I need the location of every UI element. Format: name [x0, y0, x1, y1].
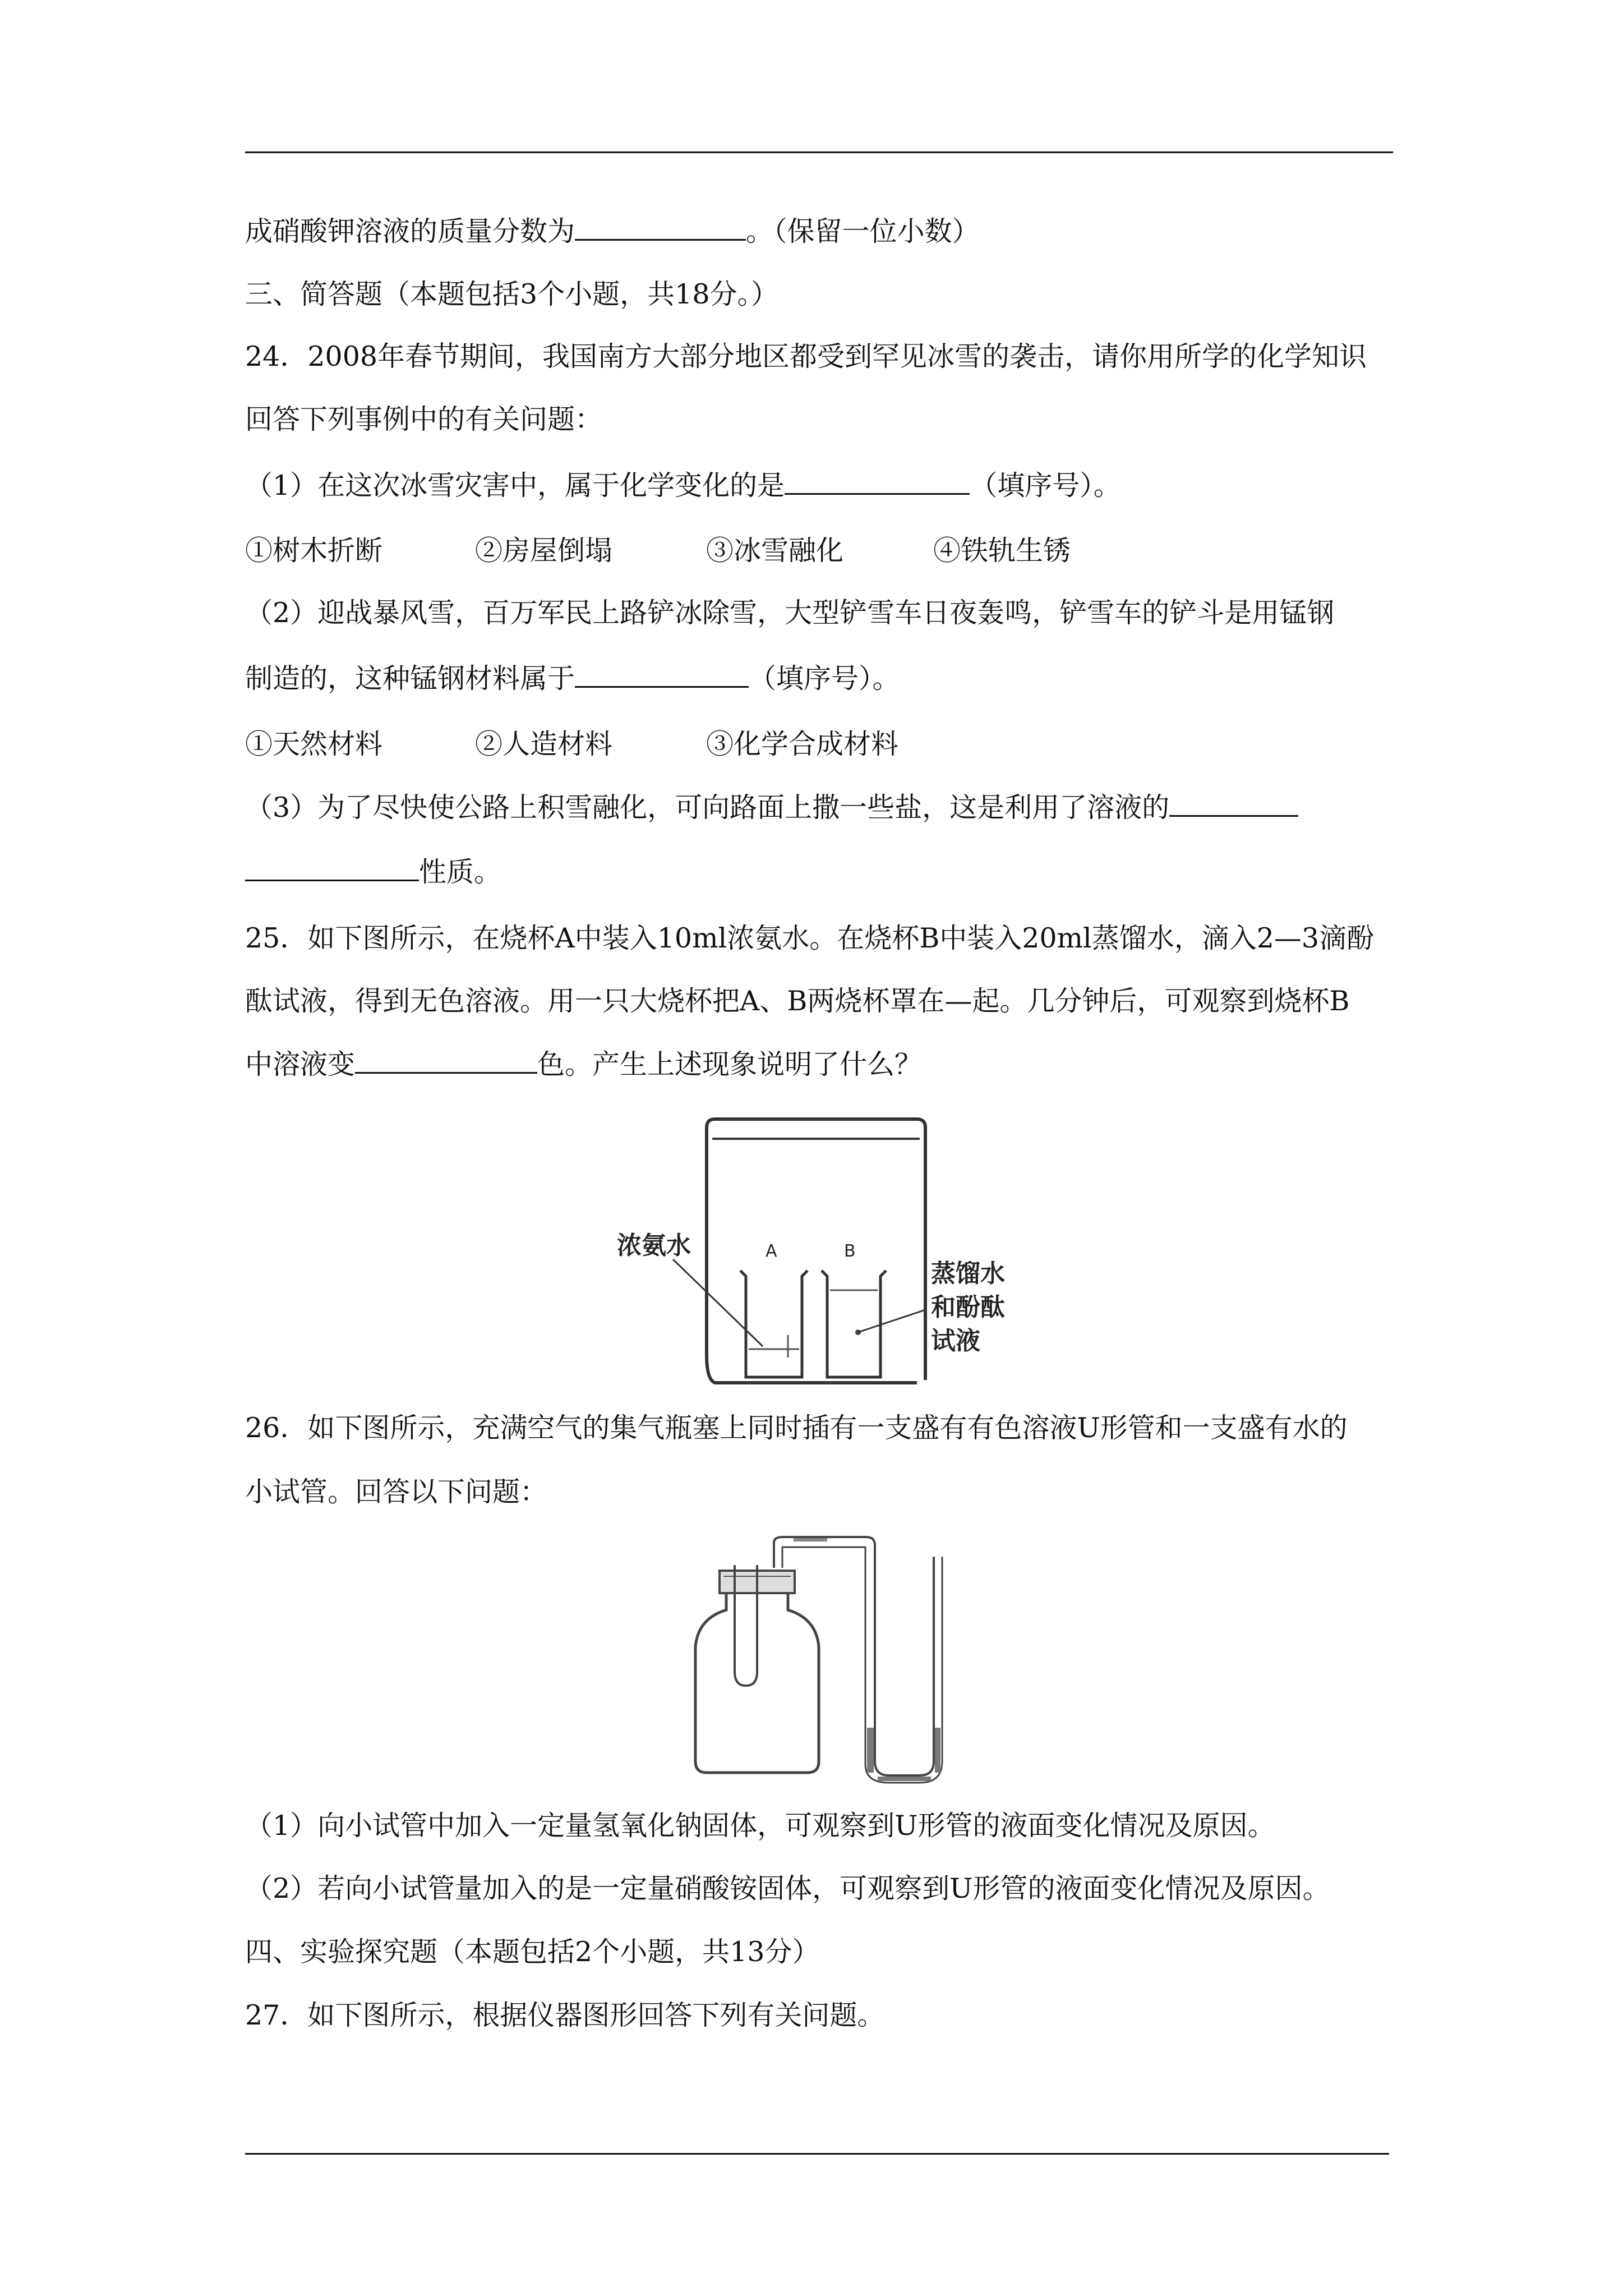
text: （1）在这次冰雪灾害中，属于化学变化的是	[245, 470, 785, 501]
section-3-heading: 三、简答题（本题包括3个小题，共18分。）	[245, 278, 779, 310]
q24-part2-2	[245, 662, 900, 696]
q24-part2-1: （2）迎战暴风雪，百万军民上路铲冰除雪，大型铲雪车日夜轰鸣，铲雪车的铲斗是用锰钢	[245, 597, 1335, 629]
q24-stem-1: 24．2008年春节期间，我国南方大部分地区都受到罕见冰雪的袭击，请你用所学的化学知识	[245, 341, 1367, 372]
q25-stem-1: 25．如下图所示，在烧杯A中装入10ml浓氨水。在烧杯B中装入20ml蒸馏水，滴入2—3滴酚	[245, 922, 1375, 954]
large-beaker	[707, 1119, 925, 1383]
u-tube-outer	[774, 1537, 934, 1775]
text: （3）为了尽快使公路上积雪融化，可向路面上撒一些盐，这是利用了溶液的	[245, 792, 1170, 823]
header-rule	[245, 151, 1393, 153]
u-tube-liquid-bottom	[878, 1777, 931, 1781]
q26-part2: （2）若向小试管量加入的是一定量硝酸铵固体，可观察到U形管的液面变化情况及原因。	[245, 1872, 1330, 1904]
answer-blank[interactable]	[575, 664, 749, 688]
option-3: ③化学合成材料	[706, 728, 899, 760]
q25-stem-3	[245, 1048, 922, 1082]
beaker-b	[822, 1271, 886, 1377]
answer-blank[interactable]	[575, 217, 746, 241]
u-tube-inner	[782, 1547, 942, 1783]
figure-beakers-svg	[611, 1114, 1009, 1394]
text: 色。产生上述现象说明了什么？	[537, 1048, 923, 1080]
beaker-a	[740, 1271, 808, 1377]
q24-part3-1	[245, 791, 1298, 825]
option-4: ④铁轨生锈	[933, 535, 1071, 567]
q25-stem-2: 酞试液，得到无色溶液。用一只大烧杯把A、B两烧杯罩在—起。几分钟后，可观察到烧杯B	[245, 985, 1350, 1017]
q26-stem-1: 26．如下图所示，充满空气的集气瓶塞上同时插有一支盛有有色溶液U形管和一支盛有水的	[245, 1412, 1348, 1444]
pointer-right	[858, 1310, 925, 1332]
text: 成硝酸钾溶液的质量分数为	[245, 215, 575, 247]
label-a: A	[766, 1241, 777, 1261]
q23-continuation	[245, 215, 980, 249]
text: 性质。	[419, 856, 502, 888]
q26-stem-2: 小试管。回答以下问题：	[245, 1476, 548, 1508]
text: （填序号）。	[970, 470, 1121, 501]
text: （填序号）。	[749, 662, 900, 694]
option-1: ①树木折断	[245, 535, 383, 567]
footer-rule	[245, 2153, 1389, 2155]
option-2: ②人造材料	[475, 728, 613, 760]
text: 。（保留一位小数）	[746, 215, 980, 247]
q24-part1-options	[245, 534, 1071, 568]
text: 制造的，这种锰钢材料属于	[245, 662, 575, 694]
answer-blank[interactable]	[785, 471, 970, 495]
option-1: ①天然材料	[245, 728, 383, 760]
label-right-1: 蒸馏水	[931, 1259, 1005, 1288]
figure-u-tube-svg	[681, 1526, 951, 1784]
text: 中溶液变	[245, 1048, 356, 1080]
q24-part1	[245, 469, 1121, 503]
figure-beakers	[611, 1114, 1009, 1394]
label-b: B	[844, 1241, 856, 1261]
q24-stem-2: 回答下列事例中的有关问题：	[245, 403, 603, 435]
answer-blank[interactable]	[355, 1050, 537, 1074]
u-tube-liquid-right	[935, 1728, 940, 1773]
answer-blank[interactable]	[245, 857, 419, 881]
q26-part1: （1）向小试管中加入一定量氢氧化钠固体，可观察到U形管的液面变化情况及原因。	[245, 1810, 1275, 1842]
section-4-heading: 四、实验探究题（本题包括2个小题，共13分）	[245, 1936, 820, 1968]
answer-blank[interactable]	[1169, 793, 1298, 817]
q24-part3-2	[245, 855, 501, 889]
q27-stem: 27．如下图所示，根据仪器图形回答下列有关问题。	[245, 1999, 885, 2031]
pointer-left	[673, 1259, 763, 1346]
option-2: ②房屋倒塌	[475, 535, 613, 567]
label-right-2: 和酚酞	[931, 1293, 1005, 1322]
label-right-3: 试液	[931, 1327, 980, 1355]
label-ammonia: 浓氨水	[617, 1231, 691, 1260]
u-tube-liquid-left	[867, 1728, 874, 1773]
option-3: ③冰雪融化	[706, 535, 844, 567]
q24-part2-options	[245, 728, 898, 761]
figure-u-tube	[681, 1526, 951, 1784]
